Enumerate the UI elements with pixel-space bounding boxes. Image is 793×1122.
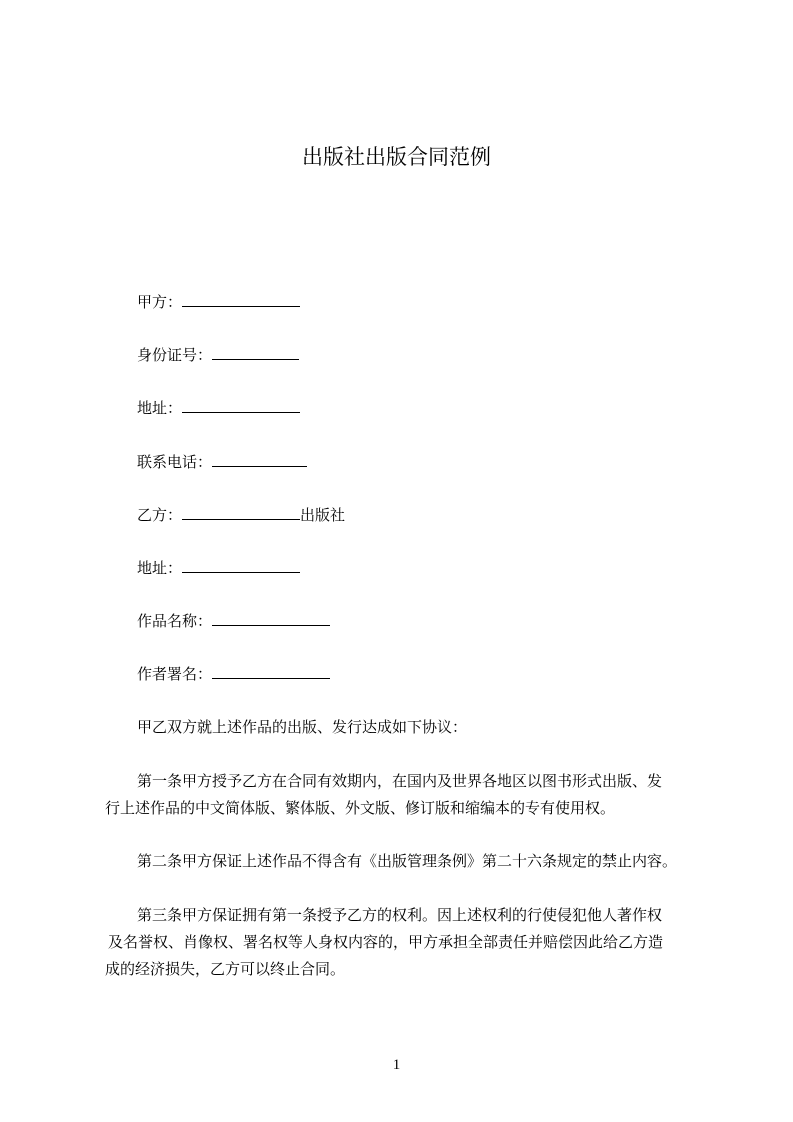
clause-1-line-2: 行上述作品的中文简体版、繁体版、外文版、修订版和缩编本的专有使用权。 [105, 799, 616, 817]
phone-field [137, 452, 307, 472]
party-b-address-field [137, 558, 300, 578]
party-a-address-label: 地址： [137, 399, 183, 417]
work-title-label: 作品名称： [137, 612, 213, 630]
clause-3-line-1: 第三条甲方保证拥有第一条授予乙方的权利。因上述权利的行使侵犯他人著作权 [137, 906, 663, 924]
intro-text: 甲乙双方就上述作品的出版、发行达成如下协议： [137, 718, 468, 736]
party-a-address-blank [182, 398, 300, 413]
party-a-label: 甲方： [137, 293, 183, 311]
party-b-address-label: 地址： [137, 559, 183, 577]
author-label: 作者署名： [137, 665, 213, 683]
clause-1-line-1: 第一条甲方授予乙方在合同有效期内，在国内及世界各地区以图书形式出版、发 [137, 772, 663, 790]
page-number: 1 [392, 1057, 401, 1073]
party-b-label: 乙方： [137, 506, 183, 524]
party-a-blank [182, 292, 300, 307]
author-field [137, 664, 330, 684]
clause-2-line-1: 第二条甲方保证上述作品不得含有《出版管理条例》第二十六条规定的禁止内容。 [137, 852, 678, 870]
clause-3-line-2: 及名誉权、肖像权、署名权等人身权内容的，甲方承担全部责任并赔偿因此给乙方造 [108, 933, 664, 951]
party-a-address-field [137, 398, 300, 418]
party-a-field [137, 292, 300, 312]
party-b-field [137, 505, 345, 525]
phone-label: 联系电话： [137, 453, 213, 471]
id-number-label: 身份证号： [137, 346, 213, 364]
id-number-field [137, 345, 299, 365]
party-b-suffix: 出版社 [300, 506, 346, 524]
id-number-blank [212, 345, 299, 360]
party-b-blank [182, 505, 300, 520]
work-title-field [137, 611, 330, 631]
party-b-address-blank [182, 558, 300, 573]
phone-blank [212, 452, 307, 467]
author-blank [212, 664, 330, 679]
work-title-blank [212, 611, 330, 626]
clause-3-line-3: 成的经济损失，乙方可以终止合同。 [105, 960, 346, 978]
document-title: 出版社出版合同范例 [302, 145, 491, 169]
